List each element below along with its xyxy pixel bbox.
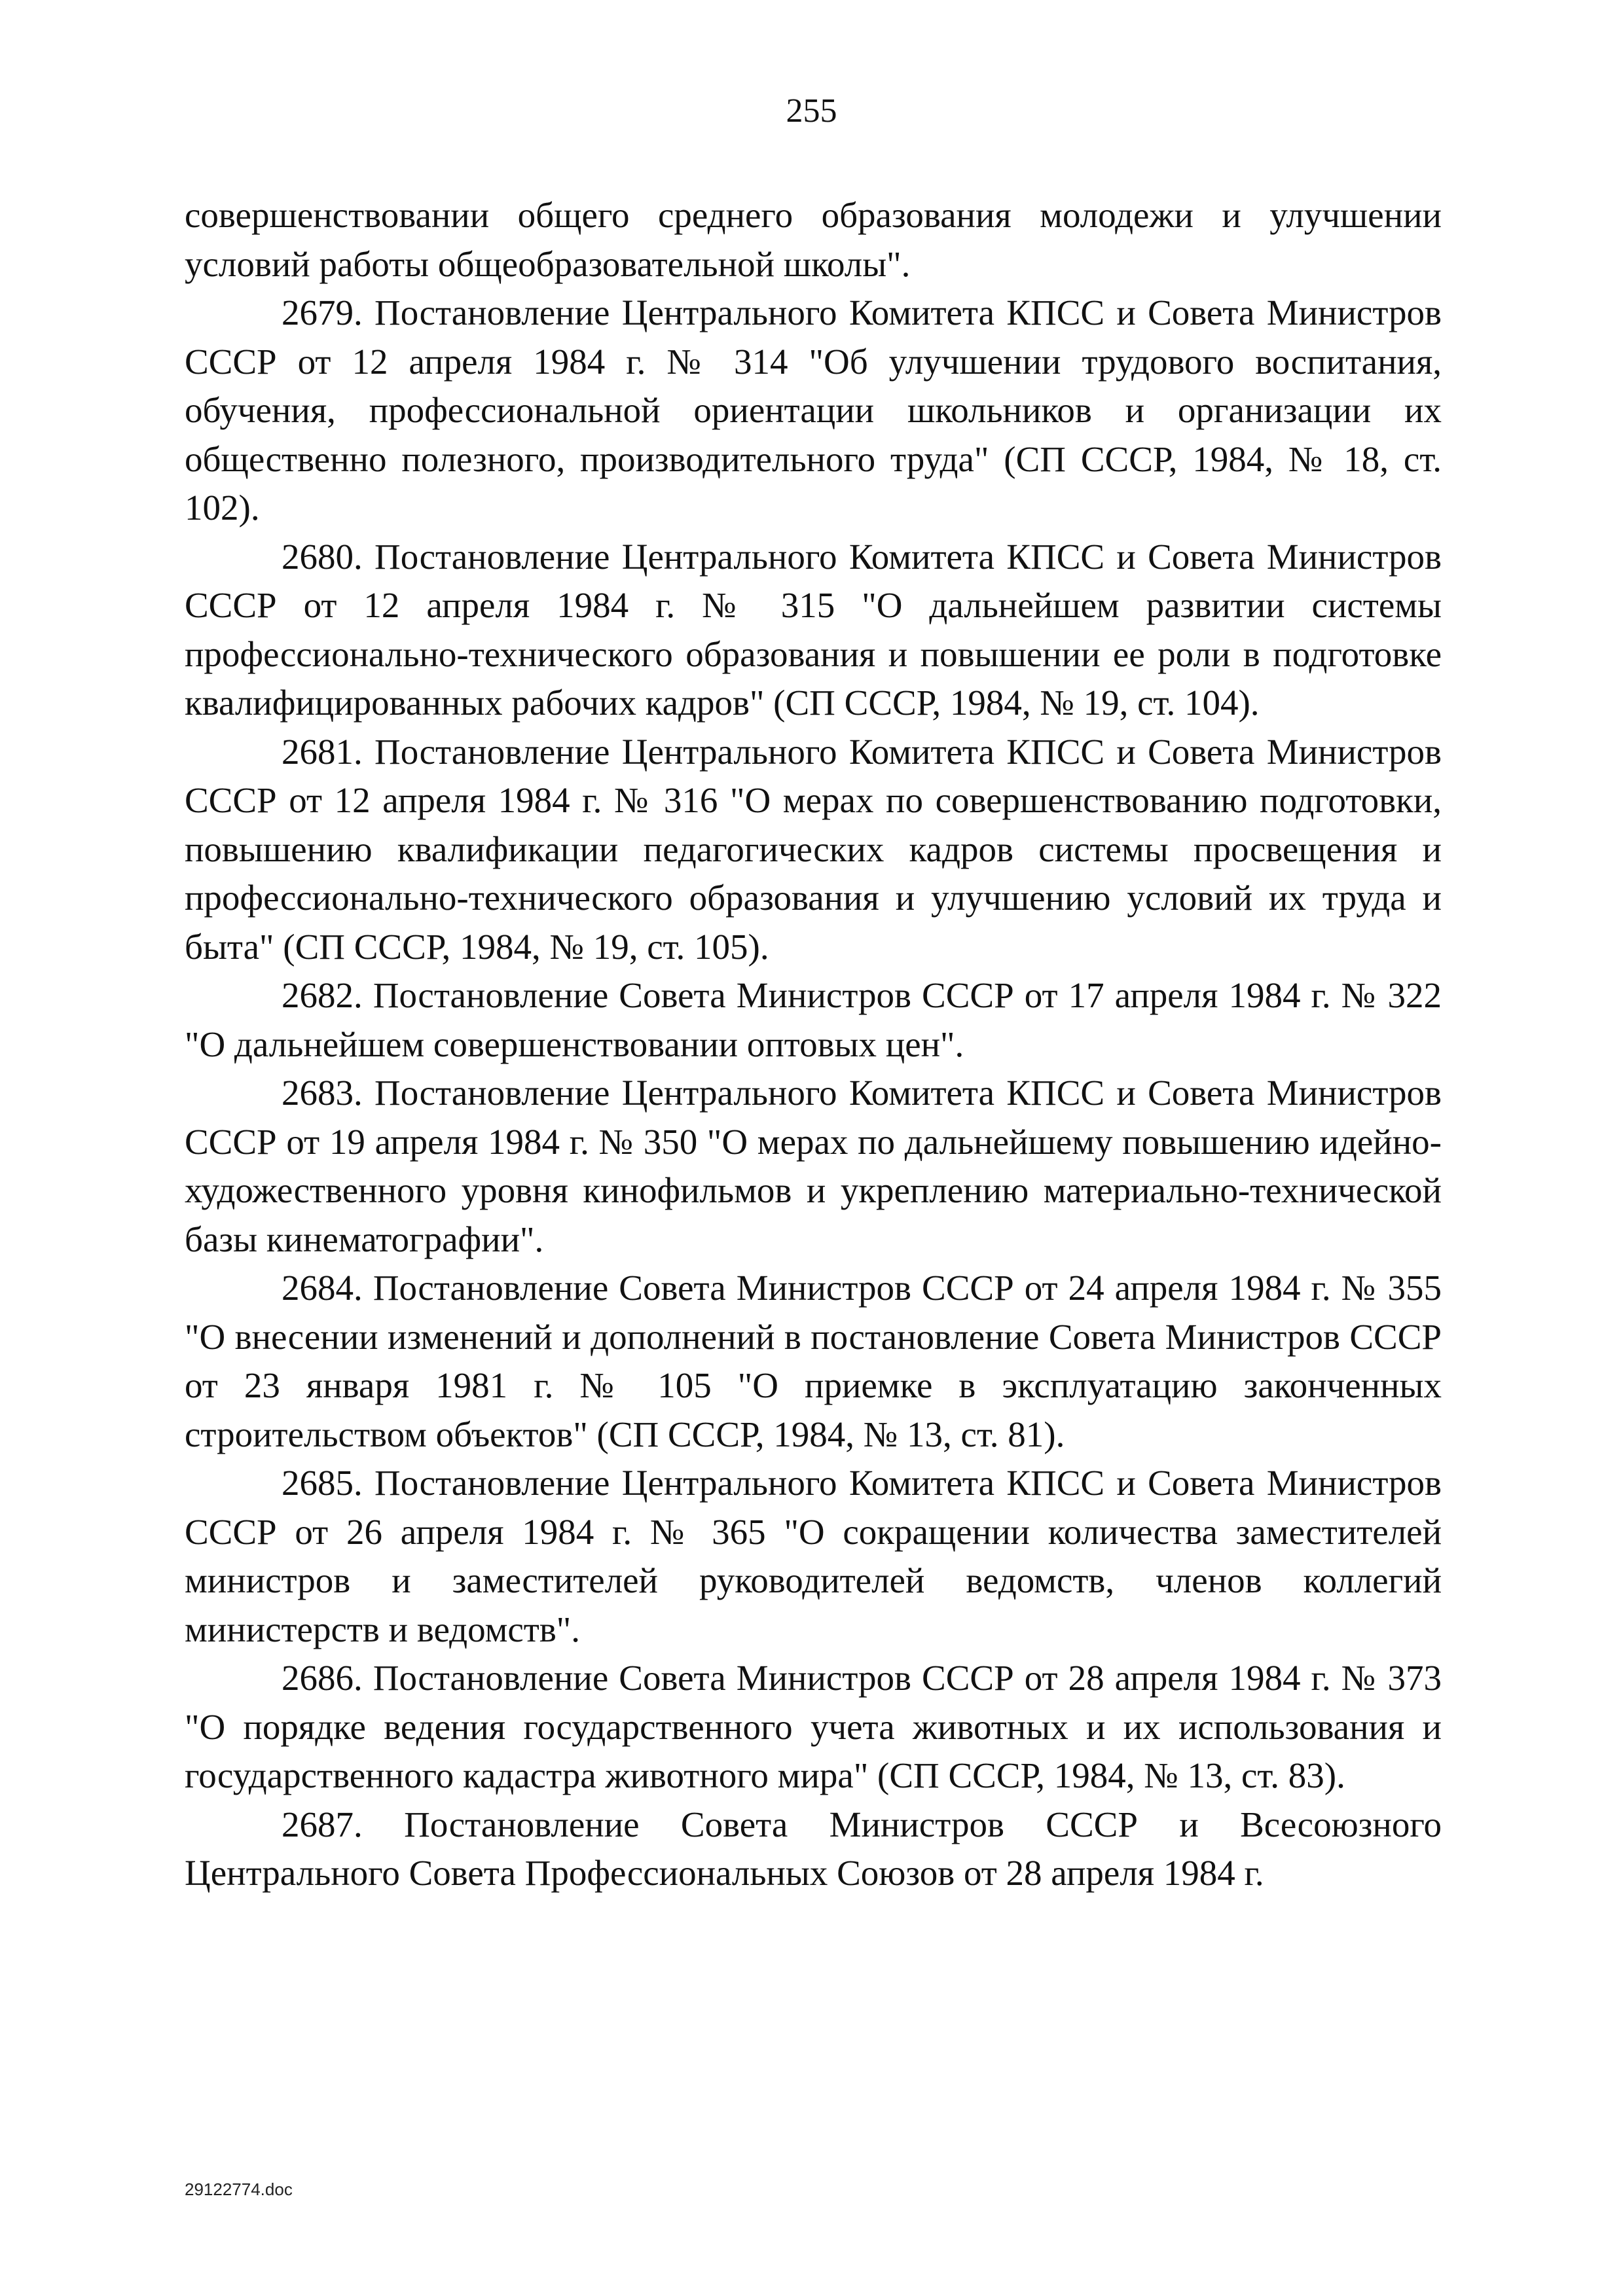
entry-number: 2687. xyxy=(282,1804,363,1844)
continuation-paragraph: совершенствовании общего среднего образования молодежи и улучшении условий работы общеобразовательной школы". xyxy=(185,195,1442,284)
document-body xyxy=(185,191,1442,1898)
entry-text: Постановление Совета Министров СССР от 24 апреля 1984 г. № 355 "О внесении изменений и дополнений в постановление Совета Министров СССР от 23 января 1981 г. № 105 "О приемке в эксплуатацию законченных строительством объектов" (СП СССР, 1984, № 13, ст. 81). xyxy=(185,1268,1442,1454)
entry-number: 2686. xyxy=(282,1658,363,1698)
entry-2684 xyxy=(185,1264,1442,1459)
entry-2683 xyxy=(185,1069,1442,1264)
entry-2680 xyxy=(185,533,1442,728)
entry-2686 xyxy=(185,1654,1442,1801)
entry-text: Постановление Совета Министров СССР и Всесоюзного Центрального Совета Профессиональных Союзов от 28 апреля 1984 г. xyxy=(185,1804,1442,1893)
entry-2685 xyxy=(185,1459,1442,1654)
entry-text: Постановление Центрального Комитета КПСС и Совета Министров СССР от 12 апреля 1984 г. № 314 "Об улучшении трудового воспитания, обучения, профессиональной ориентации школьников и организации их общественно полезного, производительного труда" (СП СССР, 1984, № 18, ст. 102). xyxy=(185,293,1442,528)
entry-number: 2685. xyxy=(282,1463,363,1503)
entry-text: Постановление Центрального Комитета КПСС и Совета Министров СССР от 12 апреля 1984 г. № 316 "О мерах по совершенствованию подготовки, повышению квалификации педагогических кадров системы просвещения и профессионально-технического образования и улучшению условий их труда и быта" (СП СССР, 1984, № 19, ст. 105). xyxy=(185,731,1442,967)
entry-number: 2679. xyxy=(282,293,363,332)
entry-number: 2681. xyxy=(282,731,363,772)
entry-2687 xyxy=(185,1801,1442,1898)
footer-filename: 29122774.doc xyxy=(185,2179,293,2199)
entry-number: 2680. xyxy=(282,536,363,577)
entry-text: Постановление Совета Министров СССР от 17 апреля 1984 г. № 322 "О дальнейшем совершенствовании оптовых цен". xyxy=(185,975,1442,1064)
entry-text: Постановление Центрального Комитета КПСС и Совета Министров СССР от 26 апреля 1984 г. № 365 "О сокращении количества заместителей министров и заместителей руководителей ведомств, членов коллегий министерств и ведомств". xyxy=(185,1463,1442,1649)
entry-number: 2684. xyxy=(282,1268,363,1308)
entry-2681 xyxy=(185,728,1442,972)
entry-text: Постановление Центрального Комитета КПСС и Совета Министров СССР от 19 апреля 1984 г. № 350 "О мерах по дальнейшему повышению идейно-художественного уровня кинофильмов и укреплению материально-технической базы кинематографии". xyxy=(185,1073,1442,1259)
entry-text: Постановление Совета Министров СССР от 28 апреля 1984 г. № 373 "О порядке ведения государственного учета животных и их использования и государственного кадастра животного мира" (СП СССР, 1984, № 13, ст. 83). xyxy=(185,1658,1442,1795)
page-number: 255 xyxy=(786,92,837,130)
entry-2682 xyxy=(185,971,1442,1069)
entry-2679 xyxy=(185,289,1442,533)
entry-text: Постановление Центрального Комитета КПСС и Совета Министров СССР от 12 апреля 1984 г. № 315 "О дальнейшем развитии системы профессионально-технического образования и повышении ее роли в подготовке квалифицированных рабочих кадров" (СП СССР, 1984, № 19, ст. 104). xyxy=(185,536,1442,723)
entry-number: 2682. xyxy=(282,975,363,1015)
entry-number: 2683. xyxy=(282,1073,363,1113)
